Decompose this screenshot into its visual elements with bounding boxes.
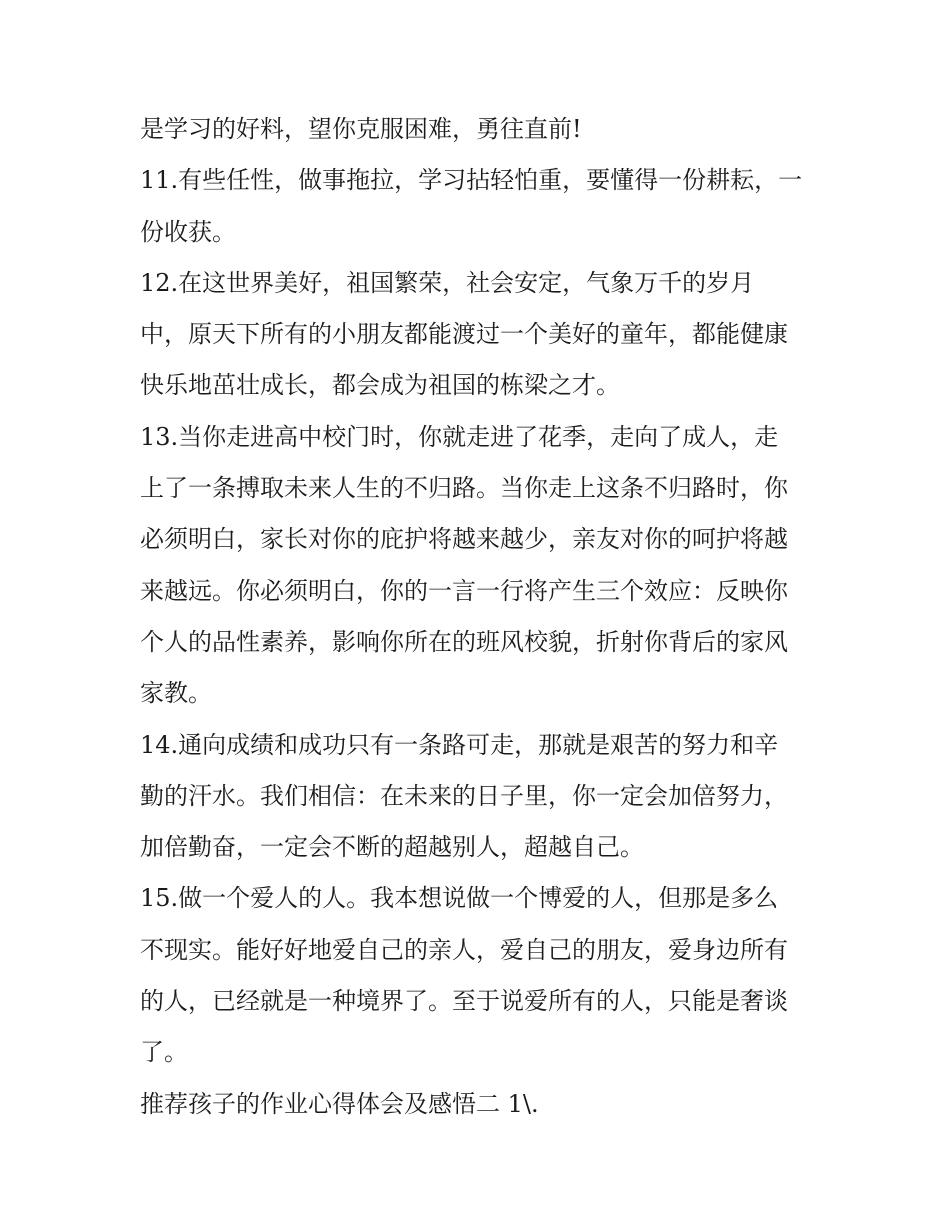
text-line: 个人的品性素养，影响你所在的班风校貌，折射你背后的家风 <box>140 627 788 656</box>
text-line: 14.通向成绩和成功只有一条路可走，那就是艰苦的努力和辛 <box>140 730 779 759</box>
text-line: 15.做一个爱人的人。我本想说做一个博爱的人，但那是多么 <box>140 884 779 913</box>
text-line: 快乐地茁壮成长，都会成为祖国的栋梁之才。 <box>140 371 620 400</box>
text-line: 勤的汗水。我们相信：在未来的日子里，你一定会加倍努力， <box>140 781 788 810</box>
text-line: 推荐孩子的作业心得体会及感悟二 1\. <box>140 1089 539 1118</box>
text-line: 必须明白，家长对你的庇护将越来越少，亲友对你的呵护将越 <box>140 525 788 554</box>
text-line: 了。 <box>140 1038 188 1067</box>
text-line: 来越远。你必须明白，你的一言一行将产生三个效应：反映你 <box>140 576 788 605</box>
text-line: 份收获。 <box>140 217 236 246</box>
text-line: 的人，已经就是一种境界了。至于说爱所有的人，只能是奢谈 <box>140 987 788 1016</box>
text-line: 11.有些任性，做事拖拉，学习拈轻怕重，要懂得一份耕耘，一 <box>140 166 803 195</box>
text-line: 13.当你走进高中校门时，你就走进了花季，走向了成人，走 <box>140 422 779 451</box>
text-line: 不现实。能好好地爱自己的亲人，爱自己的朋友，爱身边所有 <box>140 935 788 964</box>
text-line: 加倍勤奋，一定会不断的超越别人，超越自己。 <box>140 833 644 862</box>
text-line: 12.在这世界美好，祖国繁荣，社会安定，气象万千的岁月 <box>140 268 755 297</box>
document-body <box>140 104 820 1130</box>
text-line: 是学习的好料，望你克服困难，勇往直前! <box>140 115 582 143</box>
text-line: 上了一条搏取未来人生的不归路。当你走上这条不归路时，你 <box>140 474 788 503</box>
text-line: 中，原天下所有的小朋友都能渡过一个美好的童年，都能健康 <box>140 320 788 349</box>
text-line: 家教。 <box>140 679 212 708</box>
